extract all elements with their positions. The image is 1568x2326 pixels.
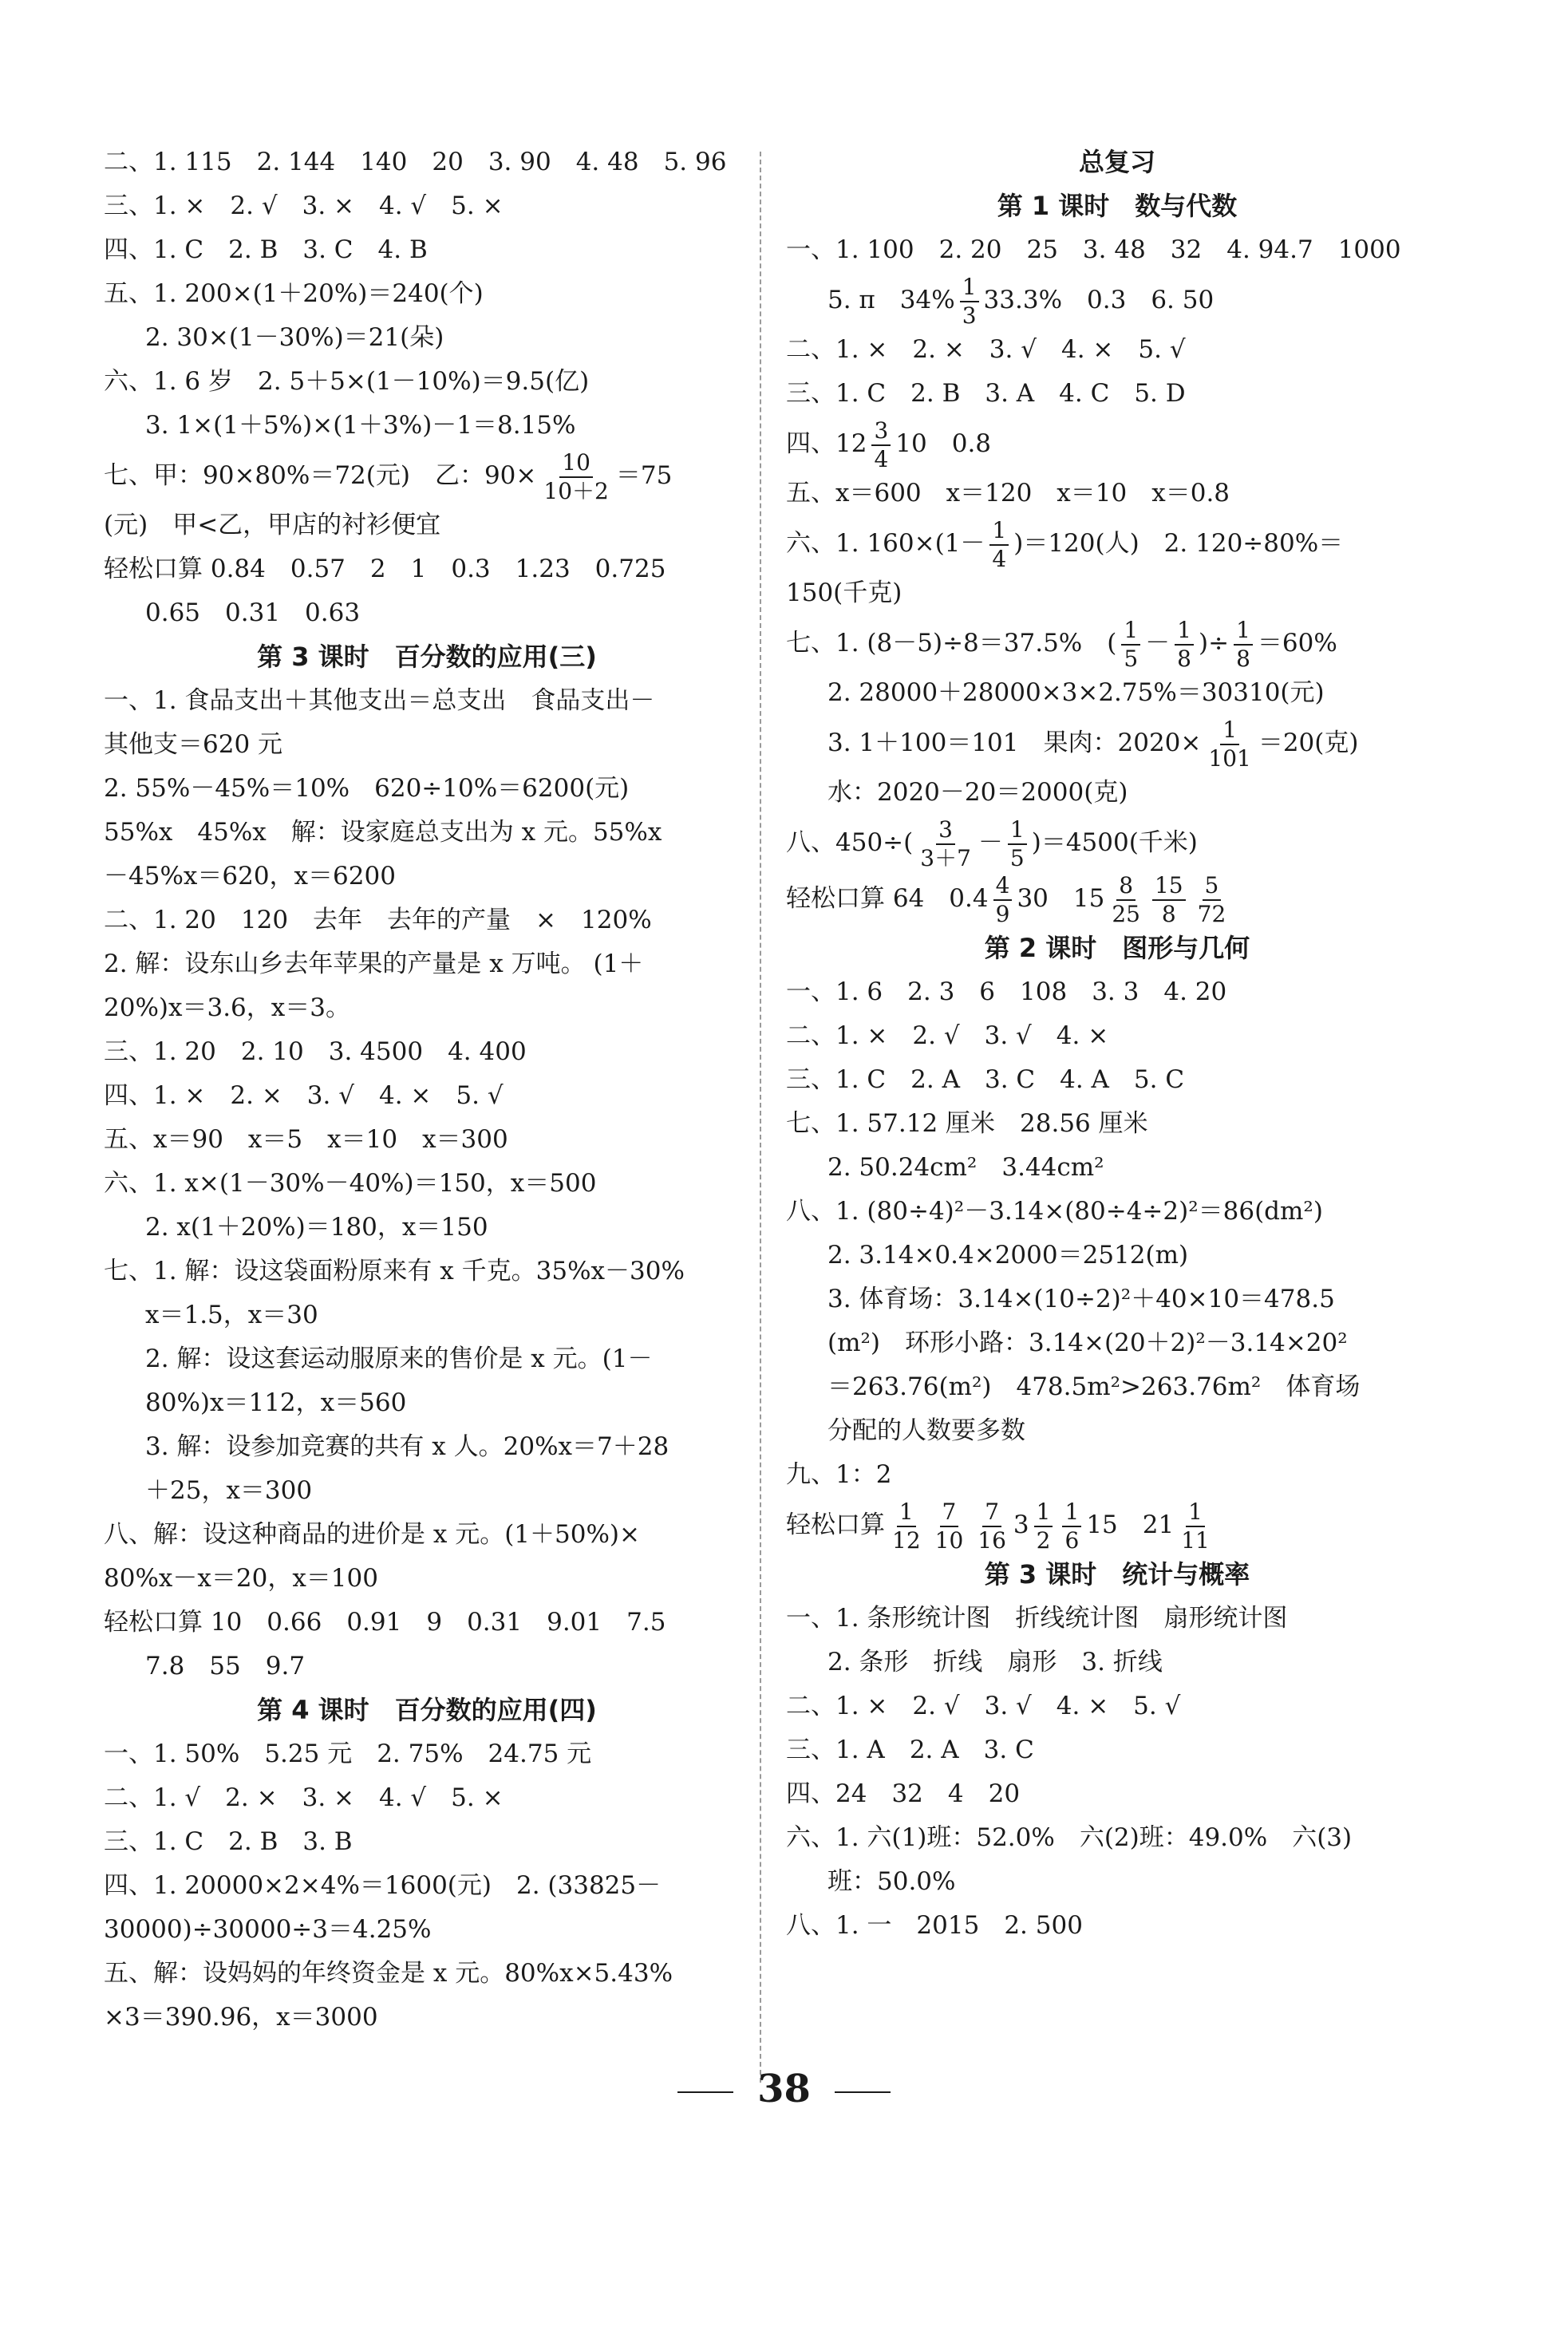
text-run: 八、450÷( (786, 828, 914, 857)
left-column (104, 140, 750, 2040)
answer-line: 80%x－x＝20，x＝100 (104, 1564, 378, 1593)
answer-line: 一、1. 50% 5.25 元 2. 75% 24.75 元 (104, 1740, 592, 1768)
fraction-denominator: 8 (1236, 645, 1250, 672)
text-run: ＝20(克) (1258, 729, 1359, 757)
text-run: － (1145, 629, 1171, 658)
answer-line: 五、x＝600 x＝120 x＝10 x＝0.8 (786, 479, 1230, 507)
fraction (960, 273, 979, 329)
fraction-numerator: 1 (1008, 819, 1027, 845)
text-run: 四、12 (786, 429, 867, 458)
page-number-footer (0, 2067, 1568, 2111)
fraction-numerator: 1 (897, 1501, 916, 1527)
answer-line: 2. 50.24cm² 3.44cm² (827, 1153, 1104, 1182)
text-run: ＝75 (615, 461, 673, 490)
text-run: 3. 1＋100＝101 果肉：2020× (827, 729, 1202, 757)
answer-line: 五、x＝90 x＝5 x＝10 x＝300 (104, 1125, 508, 1154)
column-divider (760, 152, 761, 2083)
answer-line: 2. 28000＋28000×3×2.75%＝30310(元) (827, 678, 1325, 707)
fraction-numerator: 1 (1234, 619, 1253, 646)
footer-dash-right (835, 2091, 891, 2093)
answer-line: 三、1. C 2. A 3. C 4. A 5. C (786, 1065, 1185, 1094)
answer-line: 五、解：设妈妈的年终资金是 x 元。80%x×5.43% (104, 1959, 673, 1988)
footer-dash-left (677, 2091, 733, 2093)
fraction-numerator: 7 (982, 1501, 1001, 1527)
text-run: 5. π 34% (827, 286, 955, 314)
text-run: )＝120(人) 2. 120÷80%＝ (1013, 529, 1344, 558)
answer-line: 2. 解：设东山乡去年苹果的产量是 x 万吨。 (1＋ (104, 950, 644, 978)
answer-line: ＝263.76(m²) 478.5m²>263.76m² 体育场 (827, 1372, 1361, 1401)
text-run: 3 (1013, 1511, 1029, 1539)
fraction (1195, 871, 1229, 927)
fraction (1234, 616, 1253, 672)
answer-line: 2. 解：设这套运动服原来的售价是 x 元。(1－ (145, 1345, 653, 1373)
fraction-numerator: 1 (1175, 619, 1194, 646)
answer-line: 七、1. 57.12 厘米 28.56 厘米 (786, 1109, 1148, 1138)
answer-line: 55%x 45%x 解：设家庭总支出为 x 元。55%x (104, 818, 662, 847)
answer-line (786, 815, 1448, 871)
fraction-denominator: 8 (1161, 900, 1176, 927)
answer-line: 水：2020－20＝2000(克) (827, 778, 1128, 807)
answer-line: 150(千克) (786, 579, 902, 607)
answer-line: 三、1. C 2. B 3. A 4. C 5. D (786, 379, 1186, 408)
section-heading: 第 1 课时 数与代数 (997, 191, 1238, 221)
answer-line: 班：50.0% (827, 1867, 956, 1896)
answer-line: 轻松口算 10 0.66 0.91 9 0.31 9.01 7.5 (104, 1608, 666, 1637)
answer-line: 2. 3.14×0.4×2000＝2512(m) (827, 1241, 1189, 1270)
fraction-numerator: 5 (1203, 875, 1222, 901)
text-run: )÷ (1199, 629, 1230, 658)
fraction-denominator: 4 (874, 445, 889, 472)
fraction-numerator: 1 (960, 276, 979, 302)
fraction (1121, 616, 1140, 672)
fraction-denominator: 25 (1112, 900, 1140, 927)
answer-line: 二、1. × 2. √ 3. √ 4. × 5. √ (786, 1692, 1181, 1720)
fraction-denominator: 3 (962, 302, 977, 329)
fraction-denominator: 2 (1036, 1526, 1051, 1554)
answer-line: 一、1. 食品支出＋其他支出＝总支出 食品支出－ (104, 686, 655, 715)
answer-line (786, 416, 1448, 472)
answer-line (786, 272, 1448, 328)
answer-line: (m²) 环形小路：3.14×(20＋2)²－3.14×20² (827, 1329, 1348, 1357)
fraction-denominator: 11 (1181, 1526, 1210, 1554)
answer-line: 7.8 55 9.7 (145, 1652, 306, 1680)
text-run: 六、1. 160×(1－ (786, 529, 985, 558)
text-run: 七、甲：90×80%＝72(元) 乙：90× (104, 461, 537, 490)
answer-line (786, 871, 1448, 926)
fraction (989, 516, 1009, 572)
fraction (1179, 1498, 1212, 1554)
fraction (918, 815, 974, 871)
text-run: 10 0.8 (895, 429, 992, 458)
answer-line: ＋25，x＝300 (145, 1476, 313, 1505)
fraction-denominator: 5 (1009, 844, 1025, 871)
answer-line: 其他支＝620 元 (104, 730, 283, 759)
section-heading: 第 2 课时 图形与几何 (984, 933, 1250, 963)
text-run: 15 21 (1086, 1511, 1175, 1539)
fraction-denominator: 10＋2 (543, 477, 609, 504)
answer-line: 三、1. A 2. A 3. C (786, 1736, 1034, 1764)
fraction-numerator: 7 (940, 1501, 959, 1527)
answer-line: 30000)÷30000÷3＝4.25% (104, 1915, 432, 1944)
fraction (1034, 1498, 1053, 1554)
answer-line: 一、1. 6 2. 3 6 108 3. 3 4. 20 (786, 977, 1227, 1006)
answer-line: 五、1. 200×(1＋20%)＝240(个) (104, 279, 484, 308)
text-run: )＝4500(千米) (1031, 828, 1198, 857)
fraction-numerator: 15 (1152, 875, 1186, 901)
fraction (871, 417, 891, 472)
answer-line: 八、1. (80÷4)²－3.14×(80÷4÷2)²＝86(dm²) (786, 1197, 1323, 1226)
text-run: ＝60% (1257, 629, 1337, 658)
answer-line: (元) 甲<乙，甲店的衬衫便宜 (104, 511, 441, 539)
fraction (933, 1498, 966, 1554)
fraction (890, 1498, 923, 1554)
answer-line: 分配的人数要多数 (827, 1416, 1025, 1445)
fraction-denominator: 4 (992, 545, 1007, 572)
answer-line: 2. 条形 折线 扇形 3. 折线 (827, 1648, 1163, 1676)
fraction (1175, 616, 1194, 672)
answer-line: 二、1. × 2. √ 3. √ 4. × (786, 1021, 1109, 1050)
fraction-denominator: 3＋7 (920, 844, 971, 871)
fraction (1109, 871, 1143, 927)
fraction-numerator: 10 (559, 452, 593, 478)
answer-line: 四、1. C 2. B 3. C 4. B (104, 235, 428, 264)
fraction (993, 871, 1013, 927)
answer-line (786, 1497, 1448, 1553)
answer-line: 三、1. 20 2. 10 3. 4500 4. 400 (104, 1037, 527, 1066)
answer-line: 三、1. C 2. B 3. B (104, 1827, 353, 1856)
answer-line (786, 515, 1448, 571)
text-run: － (978, 828, 1003, 857)
fraction-denominator: 9 (995, 900, 1010, 927)
answer-line: 3. 1×(1＋5%)×(1＋3%)－1＝8.15% (145, 411, 576, 440)
answer-line: 二、1. 115 2. 144 140 20 3. 90 4. 48 5. 96 (104, 148, 727, 176)
fraction-numerator: 4 (993, 875, 1013, 901)
answer-line: 四、1. 20000×2×4%＝1600(元) 2. (33825－ (104, 1871, 662, 1900)
answer-line: 一、1. 100 2. 20 25 3. 48 32 4. 94.7 1000 (786, 235, 1401, 264)
answer-line: 六、1. 六(1)班：52.0% 六(2)班：49.0% 六(3) (786, 1823, 1353, 1852)
answer-line: 二、1. × 2. × 3. √ 4. × 5. √ (786, 335, 1186, 364)
text-run: 七、1. (8－5)÷8＝37.5% ( (786, 629, 1117, 658)
answer-line: 四、1. × 2. × 3. √ 4. × 5. √ (104, 1081, 504, 1110)
fraction-denominator: 8 (1177, 645, 1191, 672)
section-heading: 第 3 课时 统计与概率 (984, 1559, 1250, 1589)
section-heading: 第 4 课时 百分数的应用(四) (257, 1695, 597, 1725)
fraction (1152, 871, 1186, 927)
fraction (1008, 815, 1027, 871)
answer-line: 七、1. 解：设这袋面粉原来有 x 千克。35%x－30% (104, 1257, 685, 1285)
fraction-denominator: 6 (1064, 1526, 1080, 1554)
answer-line: 3. 解：设参加竞赛的共有 x 人。20%x＝7＋28 (145, 1432, 669, 1461)
fraction-numerator: 1 (1062, 1501, 1081, 1527)
answer-line (786, 715, 1448, 771)
answer-line: 六、1. 6 岁 2. 5＋5×(1－10%)＝9.5(亿) (104, 367, 590, 396)
answer-line: －45%x＝620，x＝6200 (104, 862, 396, 891)
answer-line: x＝1.5，x＝30 (145, 1301, 318, 1329)
answer-line: 二、1. √ 2. × 3. × 4. √ 5. × (104, 1783, 504, 1812)
fraction (1062, 1498, 1081, 1554)
answer-line: 3. 体育场：3.14×(10÷2)²＋40×10＝478.5 (827, 1285, 1335, 1313)
fraction-denominator: 101 (1208, 744, 1251, 772)
fraction-denominator: 16 (978, 1526, 1006, 1554)
fraction-numerator: 3 (936, 819, 955, 845)
text-run: 轻松口算 64 0.4 (786, 884, 989, 913)
fraction-denominator: 12 (892, 1526, 921, 1554)
page-number: 38 (757, 2067, 811, 2111)
answer-line: 轻松口算 0.84 0.57 2 1 0.3 1.23 0.725 (104, 555, 666, 583)
fraction-numerator: 1 (1220, 719, 1239, 745)
answer-line: 20%)x＝3.6，x＝3。 (104, 993, 350, 1022)
answer-line: 三、1. × 2. √ 3. × 4. √ 5. × (104, 192, 504, 220)
answer-line: 九、1：2 (786, 1460, 892, 1489)
answer-line: 0.65 0.31 0.63 (145, 598, 361, 627)
answer-line: 八、解：设这种商品的进价是 x 元。(1＋50%)× (104, 1520, 640, 1549)
chapter-title: 总复习 (1078, 147, 1155, 177)
fraction-numerator: 1 (989, 519, 1009, 546)
text-run: 30 15 (1017, 884, 1105, 913)
fraction-denominator: 5 (1124, 645, 1139, 672)
fraction-denominator: 72 (1197, 900, 1226, 927)
answer-line: 二、1. 20 120 去年 去年的产量 × 120% (104, 906, 652, 934)
answer-line (104, 448, 750, 504)
fraction-numerator: 8 (1116, 875, 1136, 901)
fraction (975, 1498, 1009, 1554)
answer-line: 2. 30×(1－30%)＝21(朵) (145, 323, 444, 352)
section-heading: 第 3 课时 百分数的应用(三) (257, 642, 597, 672)
answer-line: 六、1. x×(1－30%－40%)＝150，x＝500 (104, 1169, 597, 1198)
answer-line: 八、1. 一 2015 2. 500 (786, 1911, 1083, 1940)
answer-line: 一、1. 条形统计图 折线统计图 扇形统计图 (786, 1604, 1288, 1633)
text-run: 轻松口算 (786, 1511, 885, 1539)
text-run: 33.3% 0.3 6. 50 (983, 286, 1215, 314)
answer-line: 四、24 32 4 20 (786, 1779, 1021, 1808)
fraction-numerator: 1 (1186, 1501, 1205, 1527)
right-column (786, 140, 1448, 1948)
fraction-numerator: 3 (871, 420, 891, 446)
answer-line: 80%)x＝112，x＝560 (145, 1388, 407, 1417)
answer-line: 2. x(1＋20%)＝180，x＝150 (145, 1213, 488, 1242)
answer-line: ×3＝390.96，x＝3000 (104, 2003, 378, 2032)
fraction-numerator: 1 (1034, 1501, 1053, 1527)
answer-line (786, 615, 1448, 671)
fraction-denominator: 10 (934, 1526, 964, 1554)
fraction-numerator: 1 (1121, 619, 1140, 646)
answer-line: 2. 55%－45%＝10% 620÷10%＝6200(元) (104, 774, 630, 803)
fraction (1206, 716, 1253, 772)
fraction (541, 448, 610, 504)
